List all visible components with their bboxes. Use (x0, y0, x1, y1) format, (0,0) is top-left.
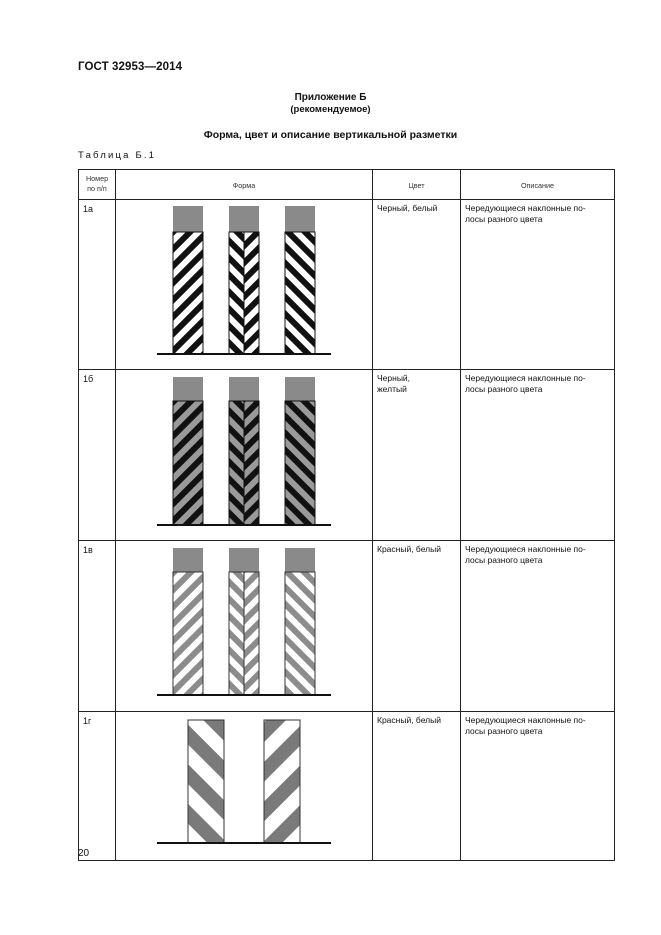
post-cap (173, 206, 203, 232)
table-row (79, 712, 615, 861)
row-color: Красный, белый (377, 715, 441, 725)
row-number-cell (79, 541, 116, 712)
striped-post-right (244, 232, 259, 354)
header-number (79, 170, 116, 200)
table-row (79, 370, 615, 541)
post-cap (173, 377, 203, 401)
standard-header: ГОСТ 32953—2014 (78, 61, 183, 73)
section-title: Форма, цвет и описание вертикальной разметки (203, 129, 458, 141)
description-cell (461, 712, 615, 861)
striped-post-right (244, 572, 259, 695)
striped-post (173, 401, 203, 525)
row-number: 1г (83, 716, 92, 726)
header-description-label: Описание (520, 181, 555, 190)
striped-post (173, 232, 203, 354)
striped-post-left (229, 572, 244, 695)
row-number: 1в (83, 545, 93, 555)
row-number: 1а (83, 204, 94, 214)
form-cell (116, 200, 373, 370)
marking-illustration-1b (116, 370, 373, 535)
color-cell (373, 541, 461, 712)
striped-post (173, 572, 203, 695)
form-cell (116, 541, 373, 712)
row-description-line2: лосы разного цвета (465, 726, 543, 736)
post-cap (229, 377, 259, 401)
row-description-line1: Чередующиеся наклонные по- (465, 544, 586, 554)
row-description-line2: лосы разного цвета (465, 555, 543, 565)
markings-table (78, 169, 615, 861)
striped-post-right (244, 401, 259, 525)
page-number: 20 (78, 848, 90, 859)
row-color: Черный, белый (377, 203, 438, 213)
color-cell (373, 200, 461, 370)
post-cap (285, 377, 315, 401)
table-row (79, 200, 615, 370)
row-color-line1: Черный, (377, 373, 411, 383)
header-description (461, 170, 615, 200)
description-cell (461, 200, 615, 370)
marking-illustration-1v (116, 541, 373, 706)
post-cap (229, 548, 259, 572)
header-form (116, 170, 373, 200)
form-cell (116, 712, 373, 861)
form-cell (116, 370, 373, 541)
striped-post (264, 720, 300, 843)
post-cap (285, 206, 315, 232)
color-cell (373, 370, 461, 541)
striped-post (188, 720, 224, 843)
header-number-line2: по п/п (87, 184, 107, 193)
table-caption: Таблица Б.1 (78, 150, 157, 161)
post-cap (285, 548, 315, 572)
row-description-line2: лосы разного цвета (465, 214, 543, 224)
striped-post (285, 401, 315, 525)
appendix-subtitle: (рекомендуемое) (290, 104, 371, 115)
appendix-title: Приложение Б (294, 92, 367, 103)
header-number-line1: Номер (85, 174, 109, 183)
header-color-label: Цвет (408, 181, 425, 190)
striped-post-left (229, 232, 244, 354)
description-cell (461, 370, 615, 541)
row-number-cell (79, 200, 116, 370)
color-cell (373, 712, 461, 861)
header-color (373, 170, 461, 200)
table-row (79, 541, 615, 712)
row-color: Красный, белый (377, 544, 441, 554)
striped-post (285, 572, 315, 695)
row-description-line1: Чередующиеся наклонные по- (465, 715, 586, 725)
marking-illustration-1a (116, 200, 373, 364)
row-description-line1: Чередующиеся наклонные по- (465, 373, 586, 383)
header-form-label: Форма (232, 181, 256, 190)
striped-post-left (229, 401, 244, 525)
post-cap (173, 548, 203, 572)
row-number-cell (79, 370, 116, 541)
row-number-cell (79, 712, 116, 861)
marking-illustration-1g (116, 712, 373, 855)
row-number: 1б (83, 374, 94, 384)
striped-post (285, 232, 315, 354)
post-cap (229, 206, 259, 232)
table-header-row (79, 170, 615, 200)
row-description-line1: Чередующиеся наклонные по- (465, 203, 586, 213)
row-description-line2: лосы разного цвета (465, 384, 543, 394)
description-cell (461, 541, 615, 712)
row-color-line2: желтый (377, 384, 407, 394)
